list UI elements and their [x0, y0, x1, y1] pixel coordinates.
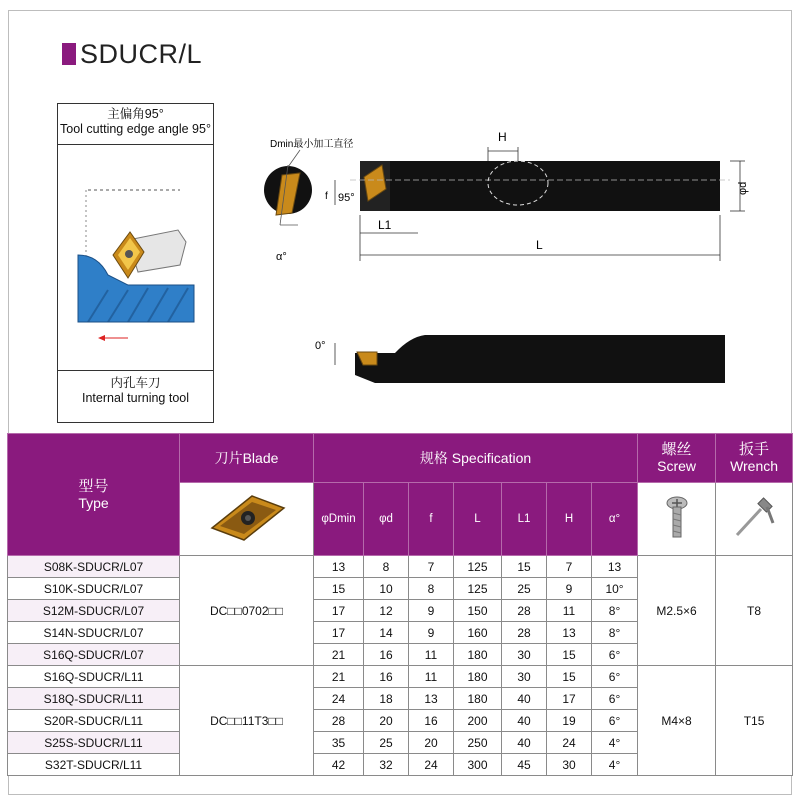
value-cell: 25	[364, 732, 409, 754]
type-cell: S16Q-SDUCR/L07	[8, 644, 180, 666]
value-cell: 21	[314, 644, 364, 666]
page-title: SDUCR/L	[80, 38, 203, 69]
angle95-label: 95°	[338, 192, 355, 204]
header-type-cn: 型号	[78, 477, 109, 495]
value-cell: 14	[364, 622, 409, 644]
title-block	[62, 38, 202, 70]
value-cell: 7	[409, 556, 454, 578]
value-cell: 17	[314, 622, 364, 644]
alpha-label: α°	[276, 251, 287, 263]
value-cell: 19	[547, 710, 592, 732]
value-cell: 9	[547, 578, 592, 600]
type-cell: S14N-SDUCR/L07	[8, 622, 180, 644]
header-spec: 规格 Specification	[314, 434, 638, 483]
value-cell: 160	[454, 622, 502, 644]
value-cell: 8	[364, 556, 409, 578]
value-cell: 17	[547, 688, 592, 710]
value-cell: 15	[547, 644, 592, 666]
blade-spec-cell: DC□□0702□□	[180, 556, 314, 666]
value-cell: 18	[364, 688, 409, 710]
type-cell: S12M-SDUCR/L07	[8, 600, 180, 622]
type-cell: S25S-SDUCR/L11	[8, 732, 180, 754]
value-cell: 32	[364, 754, 409, 776]
screw-spec-cell: M2.5×6	[638, 556, 716, 666]
phi-d-label: φd	[737, 181, 749, 195]
value-cell: 125	[454, 578, 502, 600]
col-f: f	[409, 483, 454, 556]
tool-dimension-drawing	[240, 125, 760, 275]
col-dmin: φDmin	[314, 483, 364, 556]
value-cell: 8°	[592, 600, 638, 622]
value-cell: 6°	[592, 688, 638, 710]
value-cell: 250	[454, 732, 502, 754]
type-cell: S18Q-SDUCR/L11	[8, 688, 180, 710]
screw-icon	[657, 493, 697, 543]
value-cell: 8	[409, 578, 454, 600]
header-blade: 刀片Blade	[180, 434, 314, 483]
cutting-angle-diagram	[68, 160, 204, 360]
tool-side-view	[315, 325, 735, 395]
value-cell: 10	[364, 578, 409, 600]
h-label: H	[498, 130, 507, 144]
header-wrench-cn: 扳手	[739, 441, 770, 458]
value-cell: 11	[409, 666, 454, 688]
value-cell: 300	[454, 754, 502, 776]
value-cell: 180	[454, 666, 502, 688]
value-cell: 8°	[592, 622, 638, 644]
value-cell: 24	[547, 732, 592, 754]
type-cell: S10K-SDUCR/L07	[8, 578, 180, 600]
col-d: φd	[364, 483, 409, 556]
value-cell: 6°	[592, 710, 638, 732]
table-row	[8, 556, 793, 578]
value-cell: 180	[454, 688, 502, 710]
screw-image-cell	[638, 483, 716, 556]
blade-spec-cell: DC□□11T3□□	[180, 666, 314, 776]
header-wrench	[716, 434, 793, 483]
value-cell: 15	[502, 556, 547, 578]
header-screw-en: Screw	[657, 458, 697, 474]
value-cell: 30	[502, 666, 547, 688]
blade-insert-icon	[202, 488, 292, 548]
wrench-spec-cell: T8	[716, 556, 793, 666]
value-cell: 11	[547, 600, 592, 622]
value-cell: 24	[314, 688, 364, 710]
header-wrench-en: Wrench	[730, 458, 779, 474]
value-cell: 16	[364, 644, 409, 666]
tool-caption-cn: 内孔车刀	[110, 376, 161, 390]
value-cell: 25	[502, 578, 547, 600]
col-l: L	[454, 483, 502, 556]
value-cell: 6°	[592, 644, 638, 666]
type-cell: S32T-SDUCR/L11	[8, 754, 180, 776]
value-cell: 4°	[592, 754, 638, 776]
value-cell: 10°	[592, 578, 638, 600]
value-cell: 13	[547, 622, 592, 644]
screw-spec-cell: M4×8	[638, 666, 716, 776]
tool-caption	[57, 376, 214, 406]
divider	[57, 370, 214, 371]
value-cell: 35	[314, 732, 364, 754]
table-row	[8, 666, 793, 688]
title-accent-mark	[62, 43, 76, 65]
value-cell: 40	[502, 732, 547, 754]
value-cell: 9	[409, 622, 454, 644]
value-cell: 28	[502, 600, 547, 622]
value-cell: 28	[314, 710, 364, 732]
value-cell: 15	[547, 666, 592, 688]
value-cell: 12	[364, 600, 409, 622]
col-alpha: α°	[592, 483, 638, 556]
value-cell: 11	[409, 644, 454, 666]
value-cell: 17	[314, 600, 364, 622]
value-cell: 16	[364, 666, 409, 688]
value-cell: 16	[409, 710, 454, 732]
angle-caption-cn: 主偏角95°	[107, 107, 164, 121]
value-cell: 40	[502, 710, 547, 732]
header-screw	[638, 434, 716, 483]
col-h: H	[547, 483, 592, 556]
tool-caption-en: Internal turning tool	[81, 391, 189, 405]
value-cell: 45	[502, 754, 547, 776]
dmin-label: Dmin最小加工直径	[270, 139, 354, 150]
type-cell: S20R-SDUCR/L11	[8, 710, 180, 732]
l1-label: L1	[378, 218, 392, 232]
value-cell: 150	[454, 600, 502, 622]
type-cell: S08K-SDUCR/L07	[8, 556, 180, 578]
value-cell: 20	[409, 732, 454, 754]
value-cell: 42	[314, 754, 364, 776]
col-l1: L1	[502, 483, 547, 556]
value-cell: 30	[547, 754, 592, 776]
type-cell: S16Q-SDUCR/L11	[8, 666, 180, 688]
header-screw-cn: 螺丝	[661, 441, 692, 458]
value-cell: 180	[454, 644, 502, 666]
divider	[57, 144, 214, 145]
wrench-icon	[729, 493, 779, 543]
value-cell: 30	[502, 644, 547, 666]
value-cell: 9	[409, 600, 454, 622]
value-cell: 13	[592, 556, 638, 578]
value-cell: 4°	[592, 732, 638, 754]
header-type-en: Type	[78, 494, 109, 511]
value-cell: 15	[314, 578, 364, 600]
spec-table	[7, 433, 793, 776]
header-type	[8, 434, 180, 556]
wrench-spec-cell: T15	[716, 666, 793, 776]
value-cell: 200	[454, 710, 502, 732]
value-cell: 20	[364, 710, 409, 732]
value-cell: 6°	[592, 666, 638, 688]
value-cell: 13	[314, 556, 364, 578]
angle-caption-en: Tool cutting edge angle 95°	[60, 122, 211, 136]
wrench-image-cell	[716, 483, 793, 556]
value-cell: 21	[314, 666, 364, 688]
blade-image-cell	[180, 483, 314, 556]
l-label: L	[536, 238, 543, 252]
value-cell: 13	[409, 688, 454, 710]
angle-caption	[57, 107, 214, 137]
value-cell: 28	[502, 622, 547, 644]
f-label: f	[325, 191, 328, 202]
value-cell: 125	[454, 556, 502, 578]
value-cell: 40	[502, 688, 547, 710]
value-cell: 7	[547, 556, 592, 578]
zero-angle-label: 0°	[315, 340, 326, 352]
value-cell: 24	[409, 754, 454, 776]
